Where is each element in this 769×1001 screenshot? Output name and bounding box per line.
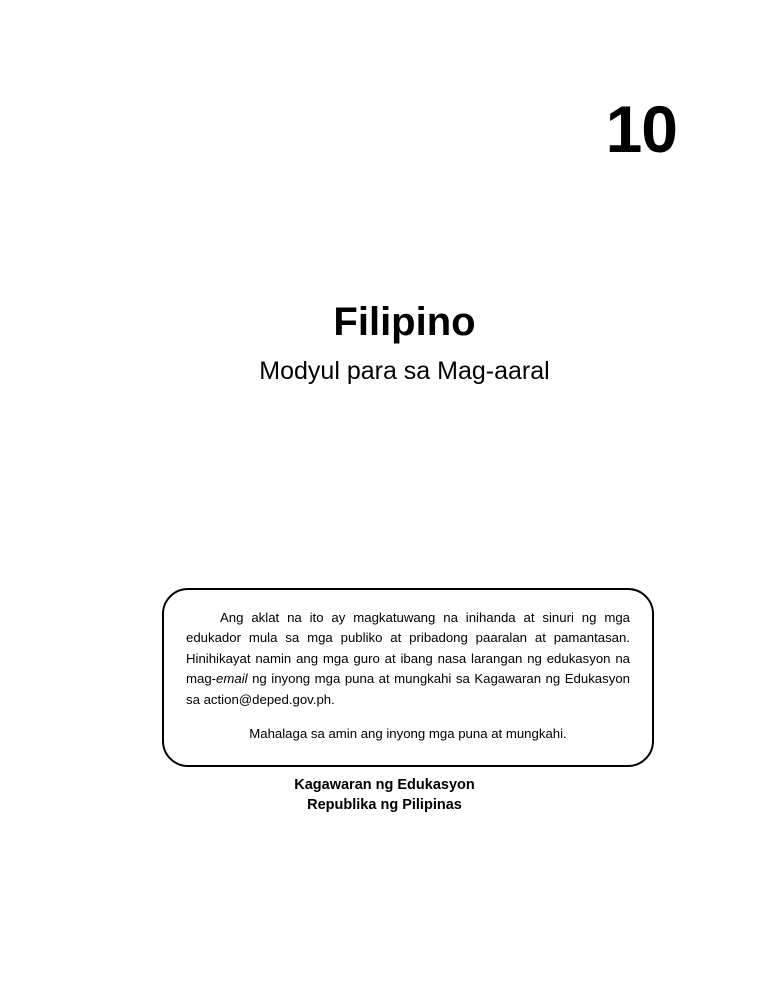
subject-title: Filipino [333, 300, 476, 344]
title-block [0, 300, 769, 386]
note-text-email-italic: email [216, 671, 248, 687]
note-text-part-1: Ang aklat na ito ay magkatuwang na inihanda at sinuri ng mga edukador mula sa mga publiko at pribadong paaralan at pamantasan. Hinihikayat namin ang mga guro at ibang nasa larangan ng edukasyon na mag- [186, 610, 630, 687]
note-paragraph-primary [186, 608, 630, 710]
publisher-footer [0, 776, 769, 815]
note-paragraph-secondary: Mahalaga sa amin ang inyong mga puna at mungkahi. [249, 726, 567, 742]
publisher-country: Republika ng Pilipinas [307, 796, 462, 813]
note-text-part-2: ng inyong mga puna at mungkahi sa Kagawaran ng Edukasyon sa action@deped.gov.ph. [186, 671, 630, 707]
feedback-note-box [162, 588, 654, 767]
publisher-department: Kagawaran ng Edukasyon [294, 777, 475, 793]
grade-level-number: 10 [605, 92, 677, 166]
subject-subtitle: Modyul para sa Mag-aaral [259, 357, 550, 385]
